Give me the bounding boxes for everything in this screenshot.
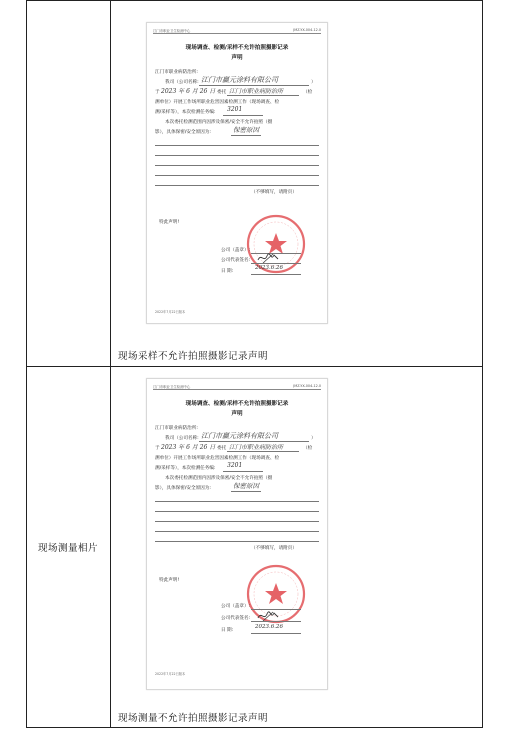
doc-entrusted-handwriting: 江门市职业病防治所 <box>229 88 284 95</box>
row-divider <box>26 366 482 367</box>
doc-note: （不够填写，请附页） <box>251 546 297 551</box>
doc-company-handwriting: 江门市赢元涂料有限公司 <box>201 432 278 440</box>
doc-underline <box>251 621 301 622</box>
doc-blank-line <box>155 541 319 542</box>
doc-underline <box>251 274 301 275</box>
doc-blank-line <box>155 155 319 156</box>
doc-company-end: ） <box>311 80 316 85</box>
doc-closing: 特此声明! <box>159 220 180 225</box>
doc-addressee: 江门市职业病防治所: <box>155 426 198 431</box>
doc-footer: 2022年7月22日版本 <box>155 672 186 676</box>
row-caption-2: 现场测量不允许拍照摄影记录声明 <box>118 713 269 724</box>
doc-underline <box>223 115 263 116</box>
doc-note: （不够填写，请附页） <box>251 190 297 195</box>
doc-sign-date-handwriting: 2023.6.26 <box>255 265 283 271</box>
column-divider <box>110 0 111 727</box>
doc-date-mid: 委托 <box>217 446 227 451</box>
doc-blank-line <box>155 165 319 166</box>
doc-line4: 测/采样等），本次检测任务编: <box>155 466 216 471</box>
doc-underline <box>231 491 261 492</box>
doc-task-no-handwriting: 3201 <box>227 106 243 113</box>
doc-footer: 2022年7月22日版本 <box>155 310 186 314</box>
doc-sign-date-handwriting: 2023.6.26 <box>255 624 283 630</box>
doc-reason-handwriting: 保密原因 <box>233 482 259 490</box>
doc-date-suffix: （检 <box>303 446 313 451</box>
doc-date-prefix: 于 <box>155 90 160 95</box>
doc-company-end: ） <box>311 436 316 441</box>
doc-blank-line <box>155 521 319 522</box>
doc-underline <box>223 471 263 472</box>
doc-company-handwriting: 江门市赢元涂料有限公司 <box>201 76 278 84</box>
statement-scan-2 <box>146 378 328 690</box>
doc-header-left: 江门市职业卫生检测中心 <box>153 29 191 33</box>
doc-underline <box>251 263 301 264</box>
doc-line3: 测单位）开展工作场所职业危害因素检测工作（现场调查、检 <box>155 456 280 461</box>
doc-seal-label: 公司（盖章）: <box>221 248 251 253</box>
doc-date-mid: 委托 <box>217 90 227 95</box>
doc-line5: 本次委托检测范围内因涉及保密/安全不允许拍照（摄 <box>165 476 273 481</box>
doc-rep-label: 公司代表签名: <box>221 258 251 263</box>
doc-line4: 测/采样等），本次检测任务编: <box>155 110 216 115</box>
doc-date-label: 日 期: <box>221 628 234 633</box>
doc-addressee: 江门市职业病防治所: <box>155 70 198 75</box>
doc-line6: 影），具体保密/安全原因为: <box>155 130 211 135</box>
doc-header-right: JMZ-YX-004-12.0 <box>293 28 321 32</box>
doc-blank-line <box>155 501 319 502</box>
statement-scan-1 <box>146 22 328 324</box>
doc-header-rule <box>153 33 321 34</box>
doc-blank-line <box>155 145 319 146</box>
doc-blank-line <box>155 175 319 176</box>
doc-underline <box>231 135 261 136</box>
doc-header-right: JMZ-YX-004-12.0 <box>293 384 321 388</box>
doc-reason-handwriting: 保密原因 <box>233 126 259 134</box>
doc-date-label: 日 期: <box>221 269 234 274</box>
doc-task-no-handwriting: 3201 <box>227 462 243 469</box>
doc-company-label: 我司（公司名称: <box>165 80 199 85</box>
doc-line3: 测单位）开展工作场所职业危害因素检测工作（现场调查、检 <box>155 100 280 105</box>
doc-company-label: 我司（公司名称: <box>165 436 199 441</box>
doc-closing: 特此声明! <box>159 578 180 583</box>
doc-date-prefix: 于 <box>155 446 160 451</box>
table-top-border <box>26 0 482 1</box>
doc-entrusted-handwriting: 江门市职业病防治所 <box>229 444 284 451</box>
doc-underline <box>227 451 299 452</box>
doc-title: 现场调查、检测/采样不允许拍照摄影记录 <box>185 45 289 51</box>
doc-header-rule <box>153 389 321 390</box>
doc-header-left: 江门市职业卫生检测中心 <box>153 385 191 389</box>
row-label-2: 现场测量相片 <box>37 543 98 554</box>
doc-seal-label: 公司（盖章）: <box>221 604 251 609</box>
doc-blank-line <box>155 511 319 512</box>
doc-line6: 影），具体保密/安全原因为: <box>155 486 211 491</box>
doc-line5: 本次委托检测范围内因涉及保密/安全不允许拍照（摄 <box>165 120 273 125</box>
doc-rep-label: 公司代表签名: <box>221 616 251 621</box>
doc-underline <box>227 95 299 96</box>
doc-blank-line <box>155 185 319 186</box>
doc-subtitle: 声明 <box>231 55 243 61</box>
doc-underline <box>251 633 301 634</box>
row-caption-1: 现场采样不允许拍照摄影记录声明 <box>118 351 269 362</box>
doc-subtitle: 声明 <box>231 411 243 417</box>
doc-blank-line <box>155 531 319 532</box>
doc-date-handwriting: 2023 年 6 月 26 日 <box>161 88 216 95</box>
doc-title: 现场调查、检测/采样不允许拍照摄影记录 <box>185 401 289 407</box>
doc-date-handwriting: 2023 年 6 月 26 日 <box>161 444 216 451</box>
doc-date-suffix: （检 <box>303 90 313 95</box>
